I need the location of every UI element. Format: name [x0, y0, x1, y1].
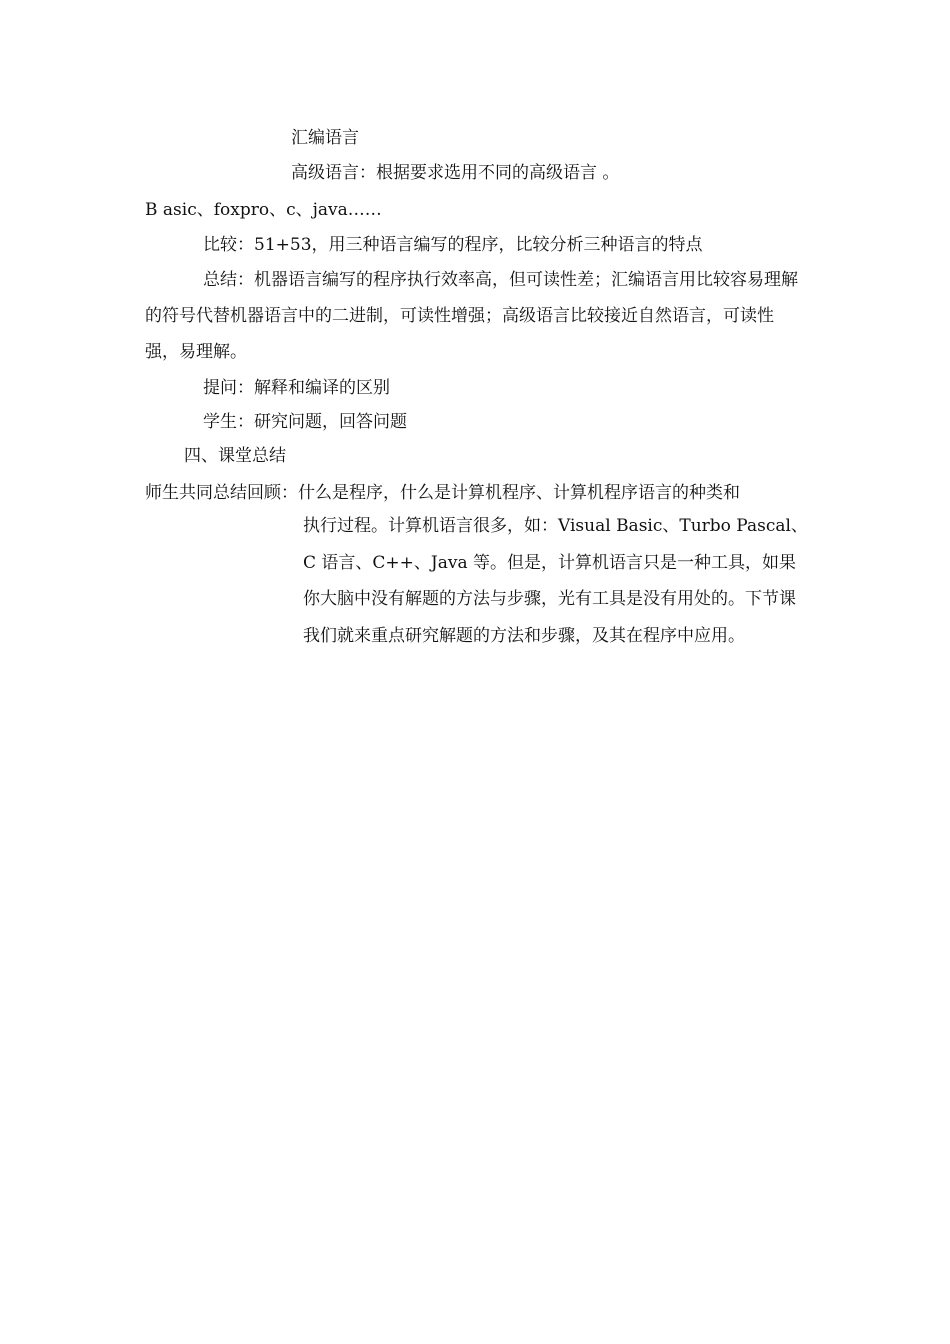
- line-high-level-language: 高级语言：根据要求选用不同的高级语言 。: [291, 163, 620, 183]
- line-comparison: 比较：51+53，用三种语言编写的程序，比较分析三种语言的特点: [203, 235, 703, 255]
- line-question: 提问：解释和编译的区别: [203, 378, 390, 398]
- summary-paragraph: 总结：机器语言编写的程序执行效率高，但可读性差；汇编语言用比较容易理解的符号代替机器语言中的二进制，可读性增强；高级语言比较接近自然语言，可读性强，易理解。: [145, 270, 798, 362]
- line-student: 学生：研究问题，回答问题: [203, 412, 407, 432]
- section-heading: 四、课堂总结: [184, 446, 286, 466]
- line-language-examples: B asic、foxpro、c、java……: [145, 200, 382, 220]
- line-assembly-language: 汇编语言: [291, 128, 359, 148]
- review-continuation-paragraph: 执行过程。计算机语言很多，如：Visual Basic、Turbo Pascal、C 语言、C++、Java 等。但是，计算机语言只是一种工具，如果你大脑中没有解题的方法与步骤，光有工具是没有用处的。下节课我们就来重点研究解题的方法和步骤，及其在程序中应用。: [303, 516, 808, 646]
- line-review: 师生共同总结回顾：什么是程序，什么是计算机程序、计算机程序语言的种类和: [145, 483, 740, 503]
